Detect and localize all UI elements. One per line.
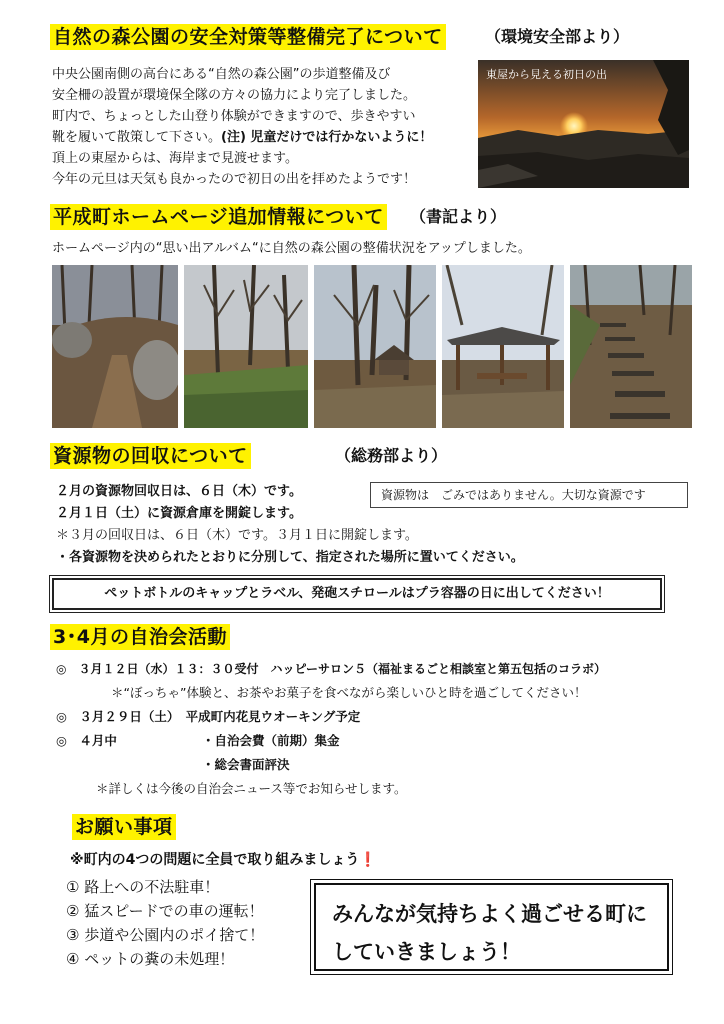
section2-body: ホームページ内の“思い出アルバム“に自然の森公園の整備状況をアップしました。: [52, 241, 531, 256]
activity-item: ◎ ３月１２日（水）１３：３０受付 ハッピーサロン５（福祉まるごと相談室と第五包括のコラボ）: [56, 662, 606, 676]
section3-title: 資源物の回収について: [50, 443, 251, 469]
activity-list: [56, 657, 706, 801]
park-shelter-photo: [314, 265, 436, 428]
requests-intro: ※町内の4つの問題に全員で取り組みましょう❗: [70, 852, 377, 868]
activity-item: ◎ ３月２９日（土） 平成町内花見ウオーキング予定: [56, 709, 361, 724]
pet-bottle-notice: ペットボトルのキャップとラベル、発砲スチロールはプラ容器の日に出してください！: [52, 578, 662, 610]
section2-source: （書記より）: [410, 207, 507, 226]
photo-caption: 東屋から見える初日の出: [486, 68, 607, 81]
section4-title: 3･4月の自治会活動: [50, 624, 230, 650]
section1-source: （環境安全部より）: [485, 27, 630, 46]
section3-line: ２月１日（土）に資源倉庫を開錠します。: [56, 506, 302, 521]
section3-line: ＊３月の回収日は、６日（木）です。３月１日に開錠します。: [56, 528, 418, 543]
section1-title: 自然の森公園の安全対策等整備完了について: [50, 24, 446, 50]
section1-line: 今年の元旦は天気も良かったので初日の出を拝めたようです！: [52, 172, 417, 187]
request-item: ② 猛スピードでの車の運転！: [66, 902, 264, 920]
section1-line: 安全柵の設置が環境保全隊の方々の協力により完了しました。: [52, 88, 417, 103]
resource-note-box: 資源物は ごみではありません。大切な資源です: [370, 482, 688, 508]
motto-line: みんなが気持ちよく過ごせる町に: [332, 902, 647, 926]
section3-source: （総務部より）: [335, 446, 448, 465]
park-path-photo: [52, 265, 178, 428]
gazebo-photo: [442, 265, 564, 428]
caution-note: (注) 児童だけでは行かないように！: [221, 130, 433, 145]
request-item: ① 路上への不法駐車！: [66, 878, 220, 896]
request-item: ④ ペットの糞の未処理！: [66, 950, 235, 968]
activity-detail: ＊“ぼっちゃ”体験と、お茶やお菓子を食べながら楽しいひと時を過ごしてください！: [111, 685, 587, 700]
request-item: ③ 歩道や公園内のポイ捨て！: [66, 926, 265, 944]
sunrise-photo: [478, 60, 689, 188]
section2-title: 平成町ホームページ追加情報について: [50, 204, 387, 230]
section1-line: 靴を履いて散策して下さい。(注) 児童だけでは行かないように！: [52, 130, 433, 145]
motto-line: していきましょう！: [332, 940, 521, 964]
activity-subitem: ・自治会費（前期）集金: [202, 733, 340, 748]
park-stairs-photo: [570, 265, 692, 428]
section1-line: 頂上の東屋からは、海岸まで見渡せます。: [52, 151, 298, 166]
section1-line: 中央公園南側の高台にある“自然の森公園”の歩道整備及び: [52, 67, 391, 82]
activity-footnote: ＊詳しくは今後の自治会ニュース等でお知らせします。: [96, 781, 407, 796]
motto-box: [314, 883, 669, 971]
park-trees-photo: [184, 265, 308, 428]
activity-item: ◎ ４月中 ・自治会費（前期）集金: [56, 729, 706, 753]
section1-line: 町内で、ちょっとした山登り体験ができますので、歩きやすい: [52, 109, 416, 124]
section1-body: [52, 64, 477, 190]
requests-list: [66, 875, 264, 971]
section3-line: ２月の資源物回収日は、６日（木）です。: [56, 484, 302, 499]
section3-line: ・各資源物を決められたとおりに分別して、指定された場所に置いてください。: [56, 550, 524, 565]
section5-title: お願い事項: [72, 814, 176, 840]
activity-subitem: ・総会書面評決: [202, 757, 290, 772]
